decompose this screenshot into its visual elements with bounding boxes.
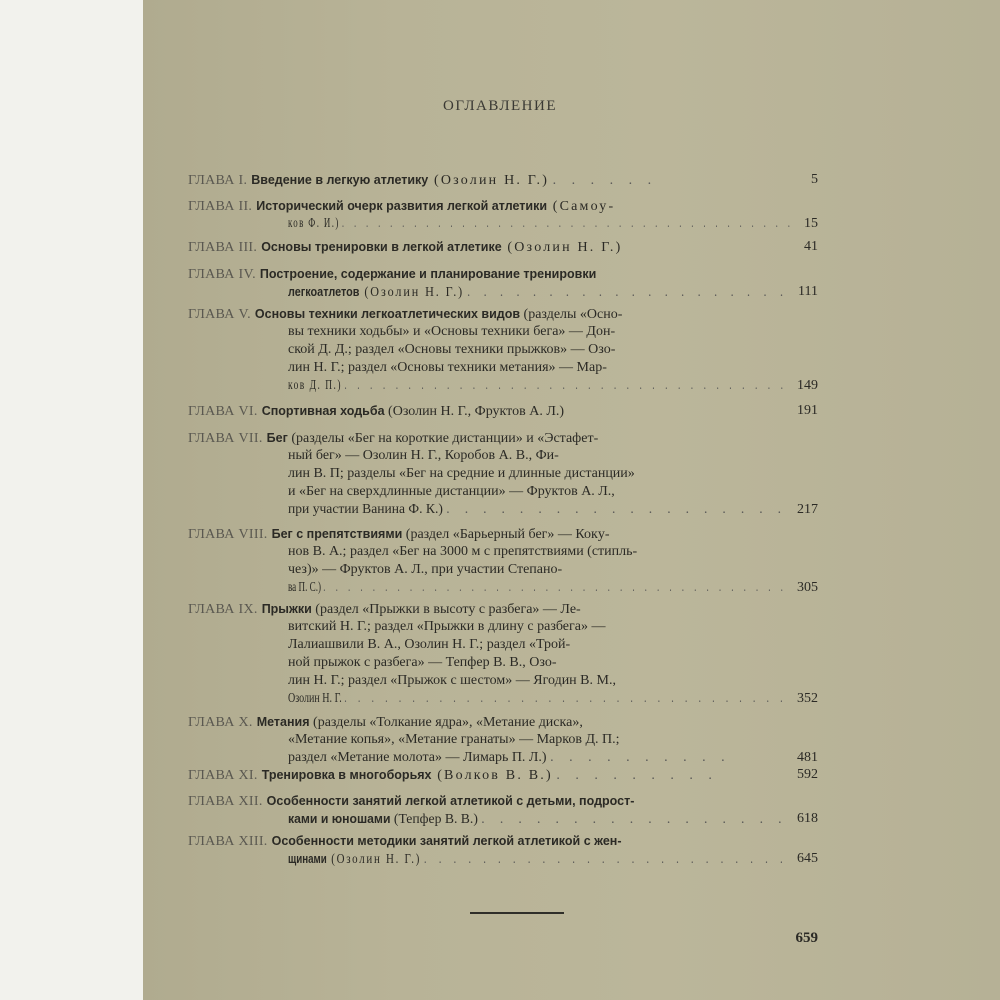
page-ref: 352 [797, 691, 818, 706]
page-ref: 481 [797, 750, 818, 765]
toc-entry: ГЛАВА IV. Построение, содержание и планирование тренировки легкоатлетов (Озолин Н. Г.) . . . . . . . . . . . . . . . . . . . . 111 [188, 267, 818, 300]
page-ref: 217 [797, 502, 818, 517]
page-ref: 618 [797, 811, 818, 826]
toc-entry: ГЛАВА V. Основы техники легкоатлетических видов (разделы «Осно- вы техники ходьбы» и «Основы техники бега» — Дон- ской Д. Д.; раздел «Основы техники прыжков» — Озо- лин Н. Г.; раздел «Основы техники метания» — Мар- ков Д. П.) . . . . . . . . . . . . . . . . . . . . . . . . . . . . . . . . . . . 149 [188, 307, 818, 393]
page-ref: 191 [797, 403, 818, 418]
toc-entry: ГЛАВА XII. Особенности занятий легкой атлетикой с детьми, подрост- ками и юношами (Тепфер В. В.) . . . . . . . . . . . . . . . . . 618 [188, 794, 818, 827]
page-ref: 149 [797, 378, 818, 393]
page-ref: 645 [797, 851, 818, 866]
toc-entry: ГЛАВА VIII. Бег с препятствиями (раздел «Барьерный бег» — Кокy- нов В. А.; раздел «Бег на 3000 м с препятствиями (стипль- чез)» — Фруктов А. Л., при участии Степано- ва П. С.) . . . . . . . . . . . . . . . . . . . . . . . . . . . . . . . . . . . . . . 305 [188, 527, 818, 595]
divider-rule [470, 912, 564, 914]
left-margin [0, 0, 143, 1000]
toc-entry: ГЛАВА XIII. Особенности методики занятий легкой атлетикой с жен- щинами (Озолин Н. Г.) . . . . . . . . . . . . . . . . . . . . . . . . . 645 [188, 834, 818, 867]
toc-entry: ГЛАВА IX. Прыжки (раздел «Прыжки в высоту с разбега» — Ле- витский Н. Г.; раздел «Прыжки в длину с разбега» — Лалиашвили В. А., Озолин Н. Г.; раздел «Трой- ной прыжок с разбега» — Тепфер В. В., Озо- лин Н. Г.; раздел «Прыжок с шестом» — Ягодин В. М., Озолин Н. Г. . . . . . . . . . . . . . . . . . . . . . . . . . . . . . . . . . 352 [188, 602, 818, 706]
toc-entry: ГЛАВА X. Метания (разделы «Толкание ядра», «Метание диска», «Метание копья», «Метание гранаты» — Марков Д. П.; раздел «Метание молота» — Лимарь П. Л.) . . . . . . . . . . 481 [188, 715, 818, 765]
toc-entry: ГЛАВА I. Введение в легкую атлетику (Озолин Н. Г.) . . . . . . 5 [188, 172, 818, 188]
page-ref: 5 [811, 172, 818, 187]
toc-entry: ГЛАВА XI. Тренировка в многоборьях (Волков В. В.) . . . . . . . . . 592 [188, 767, 818, 783]
toc-entry: ГЛАВА VI. Спортивная ходьба (Озолин Н. Г., Фруктов А. Л.) 191 [188, 403, 818, 419]
page-number: 659 [795, 930, 818, 946]
page-ref: 111 [798, 284, 818, 299]
page-ref: 305 [797, 580, 818, 595]
toc-entry: ГЛАВА II. Исторический очерк развития легкой атлетики (Самоу- ков Ф. И.) . . . . . . . . . . . . . . . . . . . . . . . . . . . . . . . . . . . . . . 15 [188, 199, 818, 231]
toc-entry: ГЛАВА VII. Бег (разделы «Бег на короткие дистанции» и «Эстафет- ный бег» — Озолин Н. Г., Коробов А. В., Фи- лин В. П; разделы «Бег на средние и длинные дистанции» и «Бег на сверхдлинные дистанции» — Фруктов А. Л., при участии Ванина Ф. К.) . . . . . . . . . . . . . . . . . . . 217 [188, 431, 818, 517]
page-ref: 592 [797, 767, 818, 782]
page-ref: 41 [804, 239, 818, 254]
toc-entry: ГЛАВА III. Основы тренировки в легкой атлетике (Озолин Н. Г.) 41 [188, 239, 818, 255]
page-ref: 15 [804, 216, 818, 231]
toc-title: ОГЛАВЛЕНИЕ [443, 98, 557, 114]
